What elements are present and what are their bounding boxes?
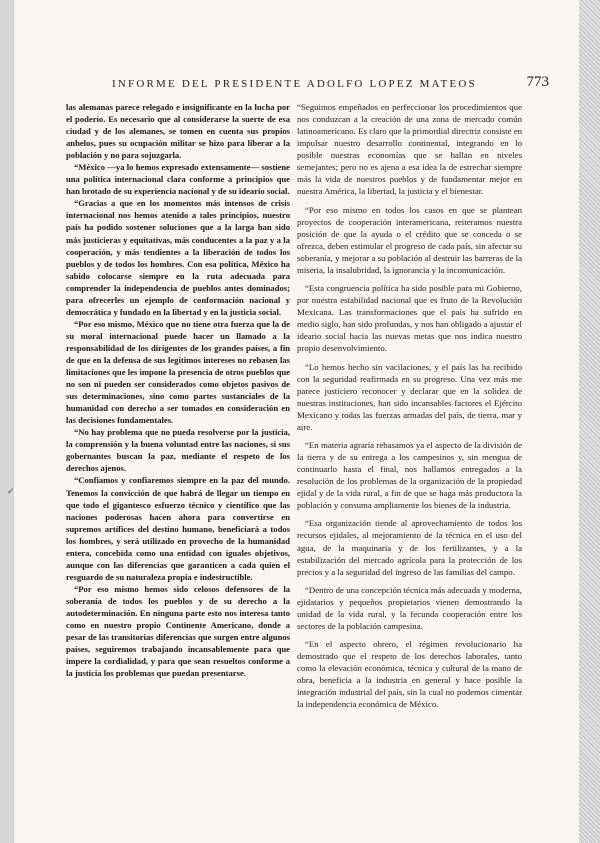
left-column <box>66 101 290 679</box>
paragraph: “Confiamos y confiaremos siempre en la paz del mundo. Tenemos la convicción de que habrá de llegar un tiempo en que todo el gigantesco esfuerzo técnico y científico que las naciones poderosas hacen ahora para convertirse en supremos artífices del destino humano, beneficiará a todos los hombres, y será utilizado en provecho de la humanidad entera, concebida como una entidad con iguales objetivos, aunque con las diferencias que garanticen a cada quien el resguardo de su naturaleza propia e indestructible. <box>66 475 290 582</box>
page-number: 773 <box>526 74 549 90</box>
running-head: INFORME DEL PRESIDENTE ADOLFO LOPEZ MATEOS <box>112 78 477 90</box>
page-header <box>54 73 549 97</box>
paragraph: “Lo hemos hecho sin vacilaciones, y el país las ha recibido con la seguridad reafirmada en su progreso. Una vez más me parece justiciero reconocer y declarar que en la solidez de nuestras instituciones, han sido incansables factores el Ejército Mexicano y todas las fuerzas armadas del país, de tierra, mar y aire. <box>297 361 522 432</box>
scanned-page-edge <box>579 0 600 843</box>
paragraph: “Seguimos empeñados en perfeccionar los procedimientos que nos conduzcan a la creación de una zona de mercado común latinoamericano. Es claro que la primordial directriz consiste en impulsar nuestro desarrollo continental, integrando en lo posible nuestras economías que se hallan en niveles semejantes; pero no es ajena a esa idea la de estrechar siempre más la vida de nuestros pueblos y de fundamentar mejor en nuestra América, la libertad, la justicia y el bienestar. <box>297 102 522 197</box>
paragraph: “Por eso mismo, México que no tiene otra fuerza que la de su moral internacional puede hacer un llamado a la responsabilidad de los dirigentes de los grandes países, a fin de que en la defensa de sus legítimos intereses no rebasen las limitaciones que les impone la presencia de otros pueblos que no son ni pueden ser considerados como objetos pasivos de sus determinaciones, sino como partes sustanciales de la humanidad con derecho a ser tomados en consideración en las decisiones fundamentales. <box>66 318 290 426</box>
paragraph: “Esta congruencia política ha sido posible para mi Gobierno, por nuestra estabilidad nacional que es fruto de la Revolución Mexicana. Las transformaciones que el país ha sufrido en medio siglo, han sido profundas, y nos han obligado a ajustar el ideario social hacia las nuevas metas que nos indica nuestro propio desenvolvimiento. <box>297 283 522 354</box>
paragraph: “México —ya lo hemos expresado extensamente— sostiene una política internacional clara conforme a principios que han brotado de su experiencia nacional y de su ideario social. <box>66 162 290 197</box>
margin-mark: ✓ <box>7 487 15 497</box>
paragraph: “Esa organización tiende al aprovechamiento de todos los recursos ejidales, al mejoramiento de la técnica en el uso del agua, de la maquinaria y de los fertilizantes, y a la estabilización del mercado agrícola para la protección de los precios y a la seguridad del ingreso de las familias del campo. <box>297 518 522 577</box>
right-column <box>297 101 522 717</box>
paragraph: “No hay problema que no pueda resolverse por la justicia, la comprensión y la buena voluntad entre las naciones, si sus gobernantes buscan la paz, mediante el respeto de los derechos ajenos. <box>66 427 290 474</box>
paragraph: “En materia agraria rebasamos ya el aspecto de la división de la tierra y de su entrega a los campesinos y, sin mengua de continuarlo hasta el final, nos hallamos entregados a la resolución de los problemas de la organización de la propiedad ejidal y de la vida rural, a fin de que se haga más productora la población y consuma ampliamente los bienes de la industria. <box>297 439 522 511</box>
paragraph: “Por eso mismo en todos los casos en que se plantean proyectos de cooperación interamericana, reiteramos nuestra posición de que la ayuda o el crédito que se conceda o se ofrezca, deben estimular el progreso de cada país, sin afectar su soberanía, y mejorar a su población al destruir las barreras de la miseria, la insalubridad, la ignorancia y la incomunicación. <box>297 204 522 275</box>
paragraph: “Dentro de una concepción técnica más adecuada y moderna, ejidatarios y pequeños propietarios vienen demostrando la unidad de la vida rural, y la fecunda cooperación entre los sectores de la población campesina. <box>297 584 522 631</box>
paragraph: las alemanas parece relegado e insignificante en la lucha por el poderío. Es necesario que al considerarse la suerte de esa ciudad y de los alemanes, se tomen en cuenta sus propios anhelos, pues su ocupación militar se hizo para liberar a la población y no para sojuzgarla. <box>66 102 290 161</box>
paragraph: “En el aspecto obrero, el régimen revolucionario ha demostrado que el respeto de los derechos laborales, tanto como la elevación económica, técnica y cultural de la mano de obra, beneficia a la industria en general y hace posible la integración industrial del país, sin la cual no podemos cimentar la independencia económica de México. <box>297 639 522 710</box>
paragraph: “Gracias a que en los momentos más intensos de crisis internacional nos hemos atenido a tales principios, nuestro país ha podido sostener soluciones que a la larga han sido más justicieras y equitativas, más conducentes a la paz y a la cooperación, y más tendientes a la liberación de todos los pueblos y de todos los hombres. Con esa política, México ha sabido colocarse siempre en la ruta adecuada para comprender la independencia de pueblos antes dominados; para ofrecerles un ejemplo de conformación nacional y democrática y fundado en la libertad y en la justicia social. <box>66 198 290 317</box>
paragraph: “Por eso mismo hemos sido celosos defensores de la soberanía de todos los pueblos y de su derecho a la autodeterminación. En ninguna parte esto nos interesa tanto como en nuestro propio Continente Americano, donde a pesar de las transitorias diferencias que surgen entre algunos países, seguiremos trabajando incansablemente para que impere la cordialidad, y para que sean resueltos conforme a la justicia los problemas que puedan presentarse. <box>66 583 290 679</box>
